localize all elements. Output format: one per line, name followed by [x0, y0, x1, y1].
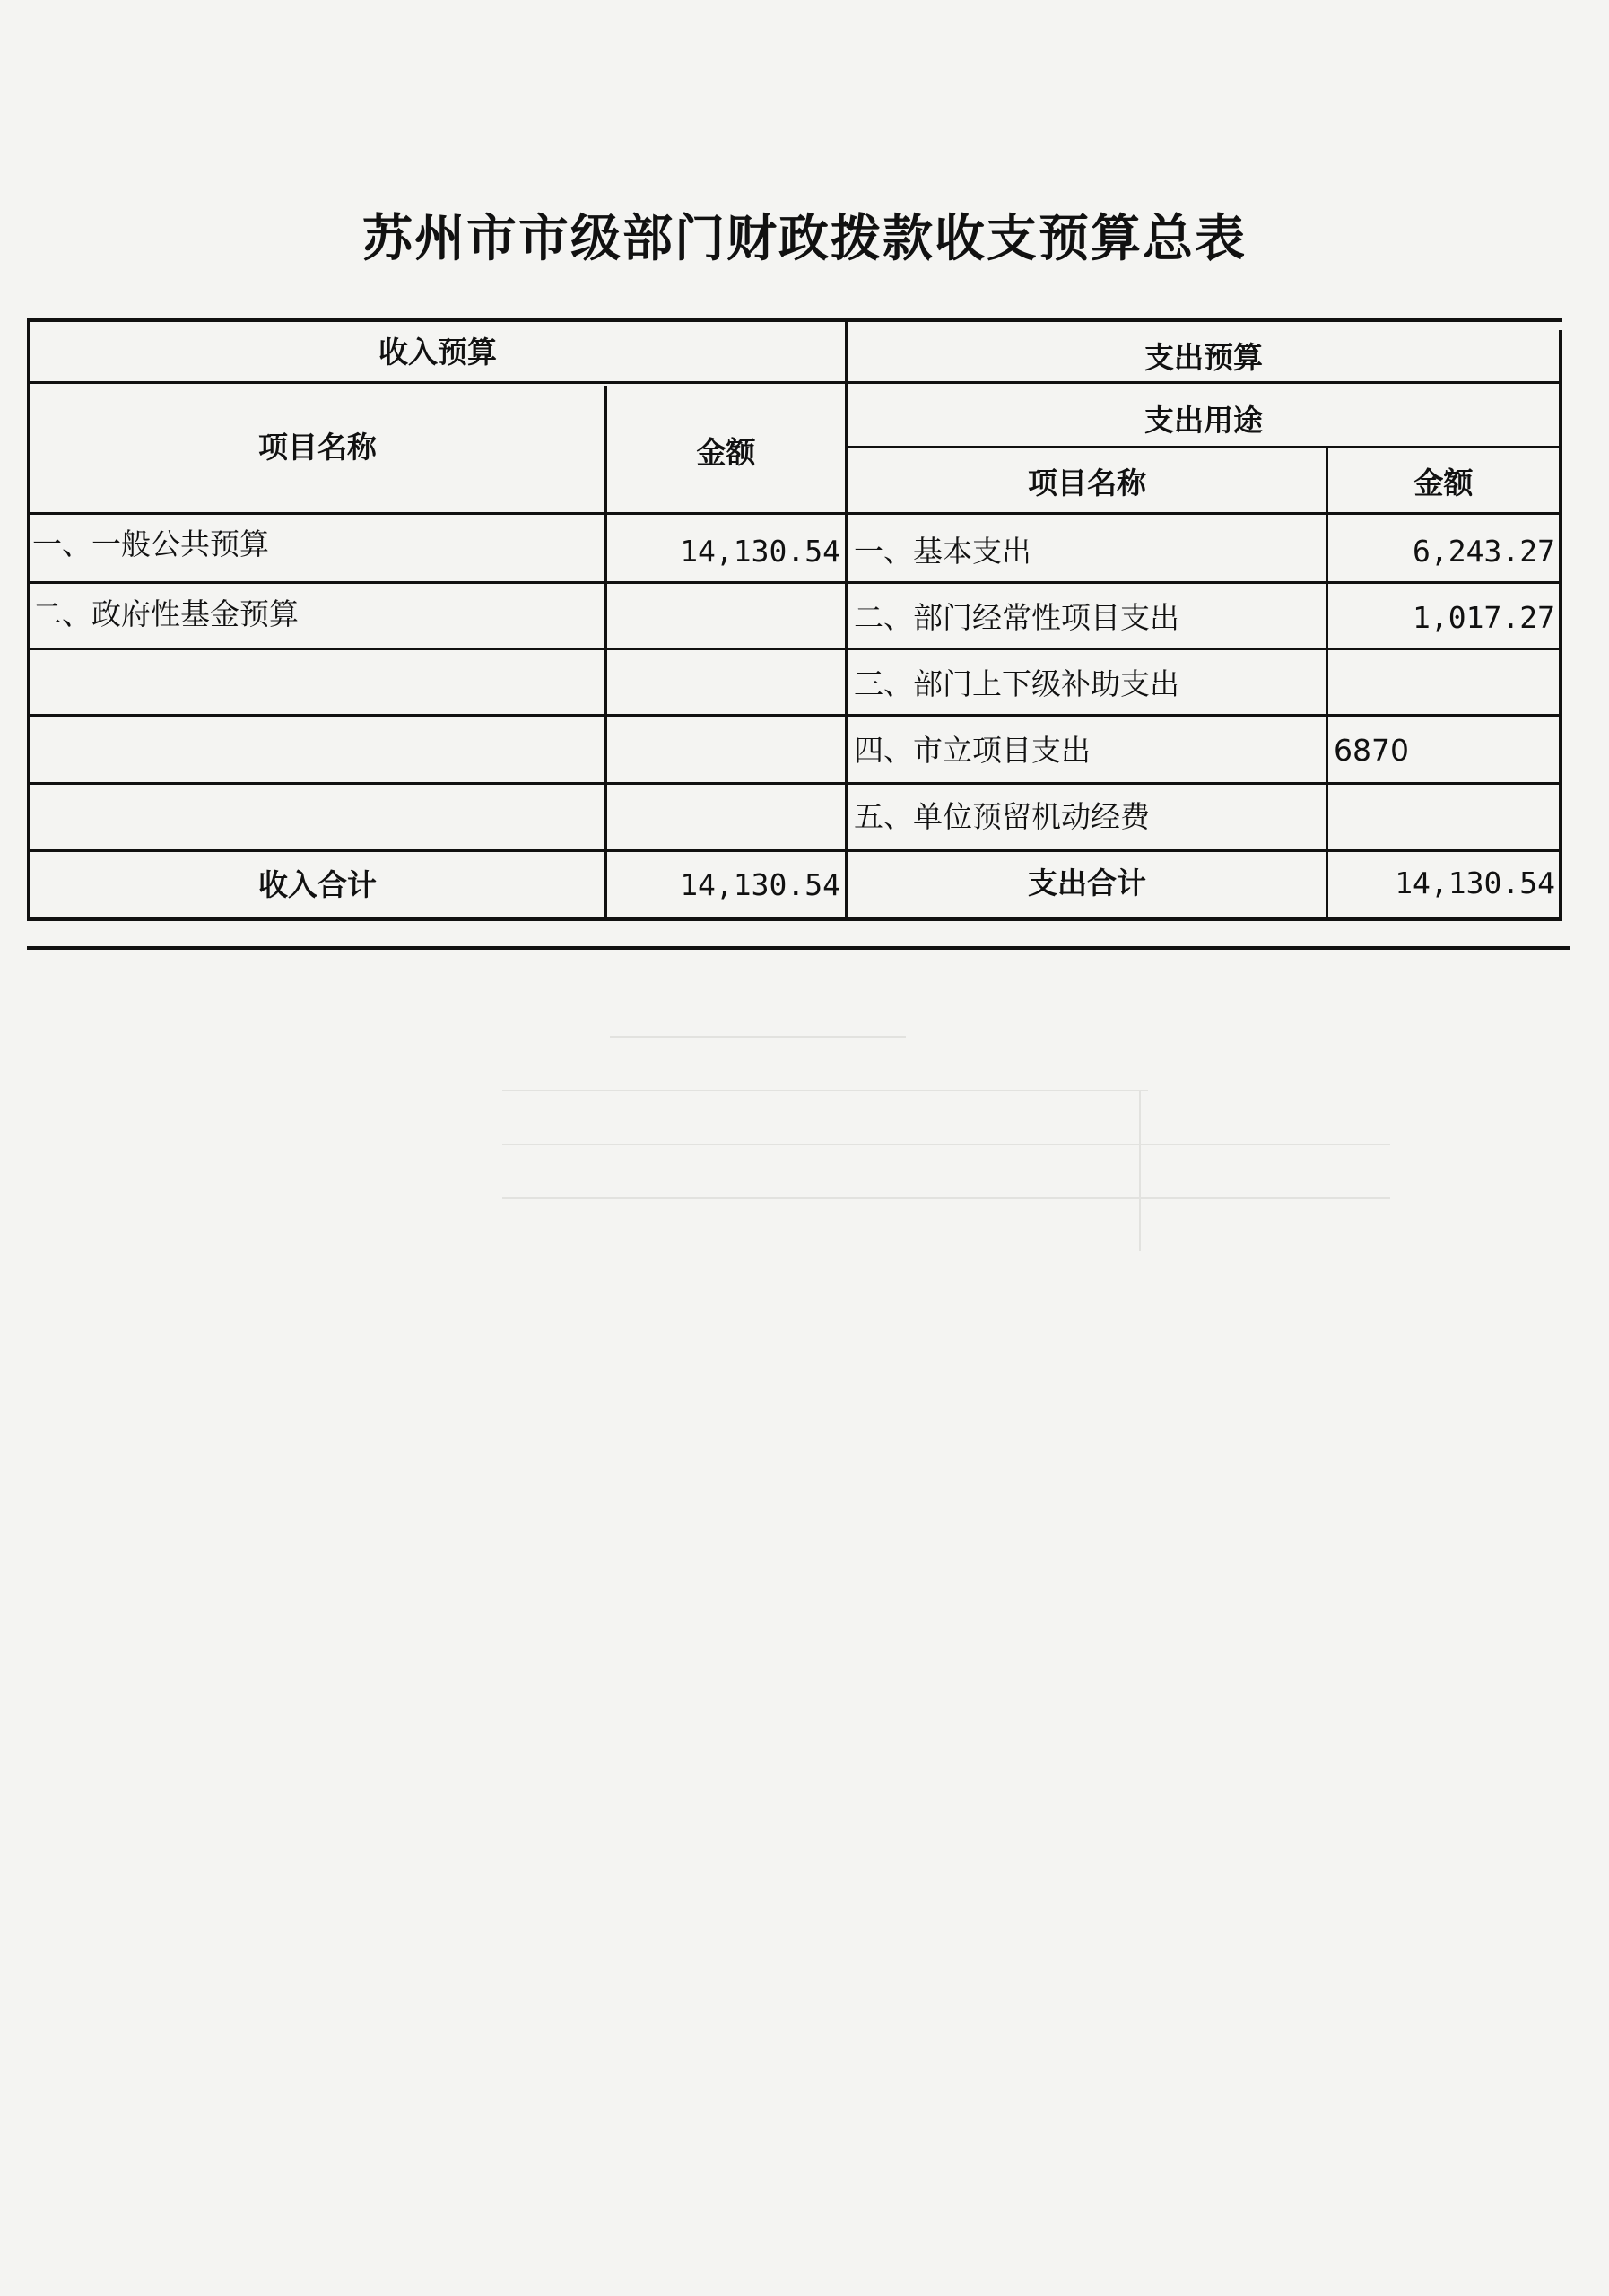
income-col-amount-header: 金额	[696, 435, 756, 470]
income-row-name: 一、一般公共预算	[32, 526, 269, 561]
hline-section-header	[27, 381, 1562, 384]
page-title: 苏州市市级部门财政拨款收支预算总表	[362, 210, 1247, 268]
bleed-through-mark	[502, 1144, 1390, 1145]
expense-row-name: 四、市立项目支出	[854, 733, 1091, 768]
expense-total-label: 支出合计	[1028, 865, 1146, 900]
table-border-top	[27, 318, 1562, 322]
income-col-name-header: 项目名称	[258, 430, 377, 465]
table-border-bottom	[27, 917, 1562, 921]
expense-sub-header: 支出用途	[1144, 403, 1263, 438]
hline-column-header	[27, 512, 1562, 515]
expense-section-header: 支出预算	[1144, 340, 1263, 375]
hline-row-5	[27, 849, 1562, 852]
table-border-right	[1559, 330, 1562, 921]
bleed-through-mark	[1139, 1090, 1141, 1251]
income-row-amount: 14,130.54	[680, 534, 840, 569]
income-row-name: 二、政府性基金预算	[32, 596, 299, 631]
expense-row-amount: 6,243.27	[1413, 534, 1555, 569]
expense-row-amount-raw: 6870	[1334, 733, 1409, 768]
income-total-label: 收入合计	[258, 867, 377, 902]
expense-row-name: 二、部门经常性项目支出	[854, 600, 1179, 635]
income-total-amount: 14,130.54	[680, 867, 840, 902]
expense-col-amount-header: 金额	[1413, 465, 1474, 500]
bleed-through-mark	[502, 1090, 1148, 1091]
hline-row-3	[27, 714, 1562, 717]
hline-row-1	[27, 581, 1562, 584]
table-border-left	[27, 318, 30, 921]
bleed-through-mark	[610, 1036, 906, 1038]
hline-row-4	[27, 782, 1562, 785]
bleed-through-mark	[502, 1197, 1390, 1199]
expense-row-name: 一、基本支出	[854, 534, 1031, 569]
expense-col-name-header: 项目名称	[1028, 465, 1146, 500]
hline-expense-subheader	[848, 446, 1562, 448]
hline-row-2	[27, 648, 1562, 650]
page-rule	[27, 946, 1570, 950]
expense-total-amount: 14,130.54	[1395, 865, 1555, 900]
expense-row-name: 三、部门上下级补助支出	[854, 666, 1179, 701]
income-section-header: 收入预算	[378, 335, 497, 370]
expense-row-name: 五、单位预留机动经费	[854, 799, 1150, 834]
expense-row-amount: 1,017.27	[1413, 600, 1555, 635]
